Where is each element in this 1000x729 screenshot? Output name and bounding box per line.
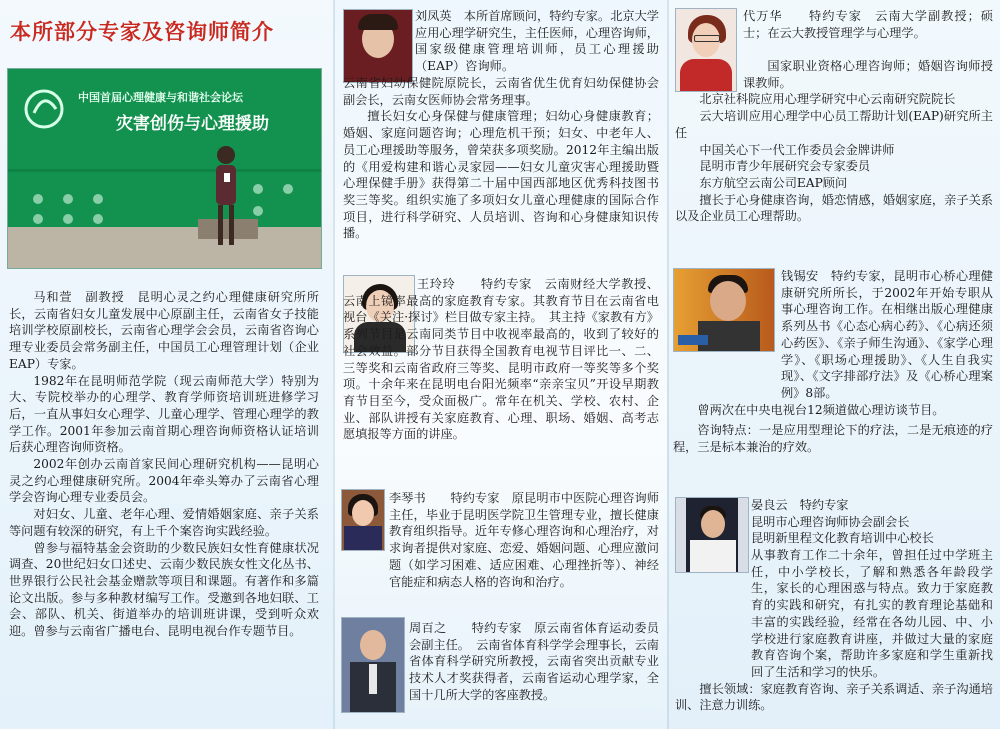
expert-liu-bio xyxy=(343,75,659,242)
bio-line: 昆明市青少年展研究会专家委员 xyxy=(699,159,871,174)
bio-paragraph: 擅长领域：家庭教育咨询、亲子关系调适、亲子沟通培训、注意力训练。 xyxy=(675,681,993,713)
page-title: 本所部分专家及咨询师简介 xyxy=(10,20,274,44)
expert-qian-bio xyxy=(673,268,993,456)
bio-paragraph: 2002年创办云南首家民间心理研究机构——昆明心灵之约心理健康研究所。2004年牵头筹办了云南省心理学会咨询心理专业委员会。 xyxy=(9,457,319,505)
expert-li-bio xyxy=(389,490,659,590)
banner-subtitle: 中国首届心理健康与和谐社会论坛 xyxy=(78,91,243,104)
forum-photo xyxy=(7,68,322,269)
fold-line xyxy=(333,0,335,729)
bio-line: 国家职业资格心理咨询师；婚姻咨询师授课教师。 xyxy=(743,59,993,90)
expert-dai-intro: 代万华 特约专家 云南大学副教授；硕士；在云大教授管理学与心理学。 xyxy=(743,9,993,40)
bio-paragraph: 曾参与福特基金会资助的少数民族妇女性育健康状况调查、20世纪妇女口述史、云南少数民族女性文化丛书、世界银行公民社会基金赠款等项目和课题。有著作和多篇论文出版。参与多种教材编写工作。受邀到各地妇联、工会、部队、机关、街道举办的培训班讲课，受到听众欢迎。曾参与云南省广播电台、昆明电视台作专题节目。 xyxy=(9,540,319,639)
bio-paragraph: 马和萱 副教授 昆明心灵之约心理健康研究所所长，云南省妇女儿童发展中心原副主任，云南省女子技能培训学校原副校长，云南省心理学会会员，云南省咨询心理专业委员会常务副主任，中国员工心理管理计划（企业EAP）专家。 xyxy=(9,290,319,371)
bio-line: 北京社科院应用心理学研究中心云南研究院院长 xyxy=(699,92,956,107)
bio-line: 擅长于心身健康咨询，婚恋情感，婚姻家庭，亲子关系以及企业员工心理帮助。 xyxy=(675,192,993,224)
bio-line: 昆明新里程文化教育培训中心校长 xyxy=(751,531,934,546)
expert-zhou-bio xyxy=(409,620,659,704)
expert-yan-bio xyxy=(675,547,993,714)
bio-paragraph: 王玲玲 特约专家 云南财经大学教授、云南上镜率最高的家庭教育专家。其教育节目在云南省电视台《关注·探讨》栏目做专家主持。 其主持《家教有方》系列节目是云南同类节目中收视率最高的，收到了较好的社会效益。部分节目获得全国教育电视节目评比一、二、三等奖和云南省政府三等奖、昆明市政府一等奖等多个奖项。十余年来在昆明电台阳光频率“亲亲宝贝”开设早期教育节目至今，受众面极广。常年在机关、学校、农村、企业、部队讲授有关家庭教育、心理、职场、婚姻、高考志愿填报等方面的讲座。 xyxy=(343,277,659,442)
bio-paragraph: 李琴书 特约专家 原昆明市中医院心理咨询师主任，毕业于昆明医学院卫生管理专业，擅长健康教育组织指导。近年专修心理咨询和心理治疗，对求询者提供对家庭、恋爱、婚姻问题、心理应激问题（如学习困难、适应困难、心理挫折等）、神经官能症和病态人格的咨询和治疗。 xyxy=(389,491,659,589)
bio-paragraph: 擅长妇女心身保健与健康管理；妇幼心身健康教育；婚姻、家庭问题咨询；心理危机干预；妇女、中老年人、员工心理援助等服务，曾荣获多项奖励。2012年主编出版的《用爱构建和谐心灵家园——妇女儿童灾害心理援助暨心理保健手册》获得第二十届中国西部地区优秀科技图书奖三等奖。组织实施了多项妇女儿童心理健康的国际合作项目，进行科学研究、人员培训、咨询和心身健康知识传播。 xyxy=(343,109,659,241)
expert-yan-intro xyxy=(751,497,993,547)
right-panel xyxy=(667,0,1000,729)
bio-line: 东方航空云南公司EAP顾问 xyxy=(699,175,848,190)
expert-liu-photo xyxy=(343,9,413,83)
bio-paragraph: 1982年在昆明师范学院（现云南师范大学）特别为大、专院校举办的心理学、教育学师资培训班进修学习后，一直从事妇女心理学、儿童心理学、管理心理学的教学工作。2001年参加云南首期心理咨询师资格认证培训后获心理咨询师资格。 xyxy=(9,373,319,455)
expert-dai-bio xyxy=(675,58,993,225)
expert-wang-bio xyxy=(343,276,659,443)
bio-line: 晏良云 特约专家 xyxy=(751,498,849,512)
middle-panel xyxy=(333,0,667,729)
expert-zhou-photo xyxy=(341,617,405,713)
bio-paragraph: 曾两次在中央电视台12频道做心理访谈节目。 xyxy=(697,402,945,417)
bio-paragraph: 钱锡安 特约专家，昆明市心桥心理健康研究所所长，于2002年开始专职从事心理咨询工作。在相继出版心理健康系列丛书《心态心病心药》、《心病还须心药医》、《亲子师生沟通》、《家学心理学》、《职场心理援助》、《人生自我实现》、《文字排部疗法》及《心桥心理案例》8部。 xyxy=(781,269,993,400)
bio-paragraph: 咨询特点：一是应用型理论下的疗法，二是无痕迹的疗程，三是标本兼治的疗效。 xyxy=(673,423,993,455)
left-panel xyxy=(0,0,333,729)
bio-line: 中国关心下一代工作委员会金牌讲师 xyxy=(699,142,895,157)
expert-ma-bio xyxy=(9,289,319,640)
bio-paragraph: 从事教育工作二十余年，曾担任过中学班主任，中小学校长，了解和熟悉各年龄段学生，家长的心理困惑与特点。致力于家庭教育的实践和研究，有扎实的教育理论基础和丰富的实践经验，经常在各幼儿园、中、小学校进行家庭教育讲座，并做过大量的家庭教育咨询个案，帮助许多家庭和学生重新找回了生活和学习的快乐。 xyxy=(751,548,993,679)
bio-paragraph: 周百之 特约专家 原云南省体育运动委员会副主任。 云南省体育科学学会理事长，云南省体育科学研究所教授，云南省突出贡献专业技术人才奖获得者，云南省运动心理学家，全国十几所大学的客座教授。 xyxy=(409,621,659,702)
bio-paragraph: 对妇女、儿童、老年心理、爱情婚姻家庭、亲子关系等问题有较深的研究，有上千个案咨询实践经验。 xyxy=(9,507,319,538)
bio-line: 云大培训应用心理学中心员工帮助计划(EAP)研究所主任 xyxy=(675,109,993,140)
bio-paragraph: 云南省妇幼保健院原院长，云南省优生优育妇幼保健协会副会长，云南女医师协会常务理事。 xyxy=(343,76,659,107)
expert-liu-intro: 刘凤英 本所首席顾问，特约专家。北京大学应用心理学研究生，主任医师，心理咨询师，国家级健康管理培训师，员工心理援助（EAP）咨询师。 xyxy=(415,9,659,74)
bio-line: 昆明市心理咨询师协会副会长 xyxy=(751,514,910,529)
expert-li-photo xyxy=(341,489,385,551)
banner-title: 灾害创伤与心理援助 xyxy=(116,114,269,134)
fold-line xyxy=(667,0,669,729)
